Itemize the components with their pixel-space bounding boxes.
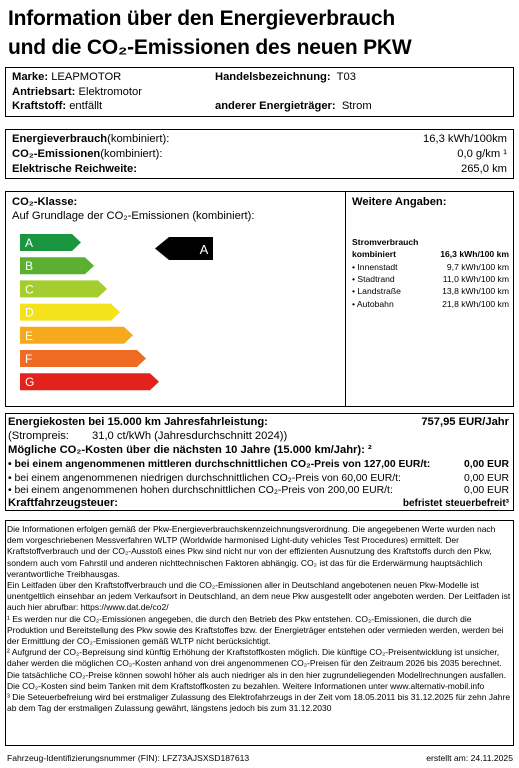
- co2-suffix: (kombiniert):: [100, 148, 163, 160]
- weitere-item-value: 9,7 kWh/100 km: [446, 262, 509, 272]
- steuer-label: Kraftfahrzeugsteuer:: [8, 497, 119, 509]
- weitere-item-label: • Innenstadt: [352, 262, 398, 272]
- energiekosten-label: Energiekosten bei 15.000 km Jahresfahrleistung:: [8, 416, 268, 428]
- class-letter-e: E: [25, 328, 34, 343]
- weitere-item-label: • Landstraße: [352, 286, 401, 297]
- page-title: [8, 4, 513, 62]
- handel-row: [215, 71, 356, 84]
- moegliche-label: Mögliche CO₂-Kosten über die nächsten 10 Jahre (15.000 km/Jahr): ²: [8, 444, 372, 456]
- antrieb-value: Elektromotor: [78, 86, 142, 98]
- antrieb-label: Antriebsart:: [12, 86, 76, 98]
- fin-text: Fahrzeug-Identifizierungsnummer (FIN): LFZ73AJSXSD187613: [7, 753, 250, 763]
- weitere-item-value: 11,0 kWh/100 km: [442, 274, 509, 285]
- legal-paragraph: ³ Die Seteuerbefreiung wird bei erstmaliger Zulassung des Elektrofahrzeugs in der Zeit vom 18.05.2011 bis 31.12.2025 für zehn Jahre ab dem Tag der erstmaligen Zulassung gewährt, längstens jedoch bis zum 31.12.2030: [7, 692, 511, 714]
- energie-row: [12, 133, 169, 146]
- class-letter-a: A: [25, 236, 34, 250]
- kraftstoff-row: [12, 100, 102, 113]
- energiekosten-value: 757,95 EUR/Jahr: [421, 416, 509, 428]
- marke-value: LEAPMOTOR: [51, 71, 122, 83]
- co2-value: 0,0 g/km ¹: [457, 148, 507, 160]
- energie-label: Energieverbrauch: [12, 133, 108, 145]
- title-line-2: und die CO₂-Emissionen des neuen PKW: [8, 36, 412, 59]
- legal-paragraph: ¹ Es werden nur die CO₂-Emissionen angegeben, die durch den Betrieb des Pkw entstehen. CO₂-Emissionen, die durch die Produktion und Bereitstellung des Pkw sowie des Kraftstoffes bzw. der Energieträger entstehen oder vermieden werden, werden bei der Ermittlung der CO₂-Emissionen gemäß WLTP nicht berücksichtigt.: [7, 613, 504, 647]
- weitere-heading: Weitere Angaben:: [352, 196, 447, 208]
- anderer-label: anderer Energieträger:: [215, 100, 336, 112]
- class-letter-g: G: [25, 375, 35, 390]
- class-bar-d: [20, 304, 120, 321]
- strompreis-value: 31,0 ct/kWh (Jahresdurchschnitt 2024)): [92, 430, 288, 442]
- weitere-item-label: • Stadtrand: [352, 274, 395, 285]
- legal-paragraph: Die Informationen erfolgen gemäß der Pkw-Energieverbrauchskennzeichnungsverordnung. Die angegebenen Werte wurden nach dem vorgeschriebenen Messverfahren WLTP (Worldwide harmonised Light-duty vehicles Test Procedures) ermittelt. Der Kraftstoffverbrauch und der CO₂-Ausstoß eines Pkw sind nicht nur von der effizienten Ausnutzung des Kraftstoffs durch den Pkw, sondern auch vom Fahrstil und anderen nichttechnischen Faktoren abhängig. CO₂ ist das für die Erderwärmung hauptsächlich verantwortliche Treibhausgas.: [7, 524, 496, 579]
- legal-text: [7, 524, 513, 714]
- marke-label: Marke:: [12, 71, 49, 83]
- co2-row: [12, 148, 162, 161]
- mittlerer-value: 0,00 EUR: [463, 459, 509, 470]
- hoher-label: • bei einem angenommenen hohen durchschnittlichen CO₂-Preis von 200,00 EUR/t:: [8, 485, 393, 496]
- title-line-1: Information über den Energieverbrauch: [8, 7, 396, 30]
- reichweite-label: Elektrische Reichweite:: [12, 163, 137, 175]
- legal-paragraph: Ein Leitfaden über den Kraftstoffverbrauch und die CO₂-Emissionen aller in Deutschland angebotenen neuen Pkw-Modelle ist unentgeltlich einsehbar an jedem Verkaufsort in Deutschland, an dem neue Pkw ausgestellt oder angeboten werden. Der Leitfaden ist auch hier abrufbar: https://www.dat.de/co2/: [7, 580, 511, 613]
- class-bar-g: [20, 373, 159, 390]
- legal-paragraph: ² Aufgrund der CO₂-Bepreisung sind künftig Erhöhung der Kraftstoffkosten möglich. Die künftige CO₂-Preisentwicklung ist unsicher, daher werden die möglichen CO₂-Kosten anhand von drei angenommenen CO₂-Preisen für den Zeitraum 2026 bis 2035 berechnet. Die tatsächliche CO₂-Preise können sowohl höher als auch niedriger als in den hier zugrundeliegenden Modellrechnungen ausfallen. Die CO₂-Kosten sind beim Tanken mit dem Kraftstoffkosten zu bezahlen. Weitere Informationen unter www.alternativ-mobil.info: [7, 647, 506, 691]
- strompreis-label: (Strompreis:: [8, 430, 69, 442]
- energie-value: 16,3 kWh/100km: [423, 133, 507, 145]
- co2-class-sub: Auf Grundlage der CO₂-Emissionen (kombiniert):: [12, 210, 255, 222]
- weitere-item-label: • Autobahn: [352, 298, 394, 309]
- class-letter-c: C: [25, 282, 34, 297]
- anderer-row: [215, 100, 372, 113]
- steuer-value: befristet steuerbefreit³: [402, 498, 509, 509]
- hoher-value: 0,00 EUR: [463, 485, 509, 496]
- marke-row: [12, 71, 121, 84]
- class-letter-b: B: [25, 259, 34, 274]
- co2-label: CO₂-Emissionen: [12, 148, 101, 160]
- class-bar-e: [20, 327, 133, 344]
- weitere-item-value: 21,8 kWh/100 km: [442, 298, 509, 309]
- kombiniert-value: 16,3 kWh/100 km: [440, 249, 509, 259]
- handel-value: T03: [336, 71, 356, 83]
- mittlerer-label: • bei einem angenommenen mittleren durchschnittlichen CO₂-Preis von 127,00 EUR/t:: [8, 459, 431, 470]
- kraftstoff-value: entfällt: [69, 100, 103, 112]
- handel-label: Handelsbezeichnung:: [215, 71, 331, 83]
- anderer-value: Strom: [341, 100, 372, 112]
- energie-suffix: (kombiniert):: [107, 133, 170, 145]
- niedriger-value: 0,00 EUR: [463, 473, 509, 484]
- weitere-item-value: 13,8 kWh/100 km: [442, 286, 509, 297]
- kraftstoff-label: Kraftstoff:: [12, 100, 67, 112]
- co2-class-heading: CO₂-Klasse:: [12, 196, 78, 208]
- kombiniert-label: kombiniert: [352, 249, 396, 259]
- current-class-indicator: [155, 237, 215, 261]
- reichweite-value: 265,0 km: [460, 163, 507, 175]
- current-class-letter: A: [199, 242, 209, 257]
- strom-label: Stromverbrauch: [352, 237, 419, 247]
- class-bar-f: [20, 350, 146, 367]
- created-date: erstellt am: 24.11.2025: [426, 753, 513, 763]
- class-letter-d: D: [25, 305, 34, 320]
- antrieb-row: [12, 86, 142, 99]
- class-letter-f: F: [25, 352, 33, 366]
- niedriger-label: • bei einem angenommenen niedrigen durchschnittlichen CO₂-Preis von 60,00 EUR/t:: [8, 473, 401, 484]
